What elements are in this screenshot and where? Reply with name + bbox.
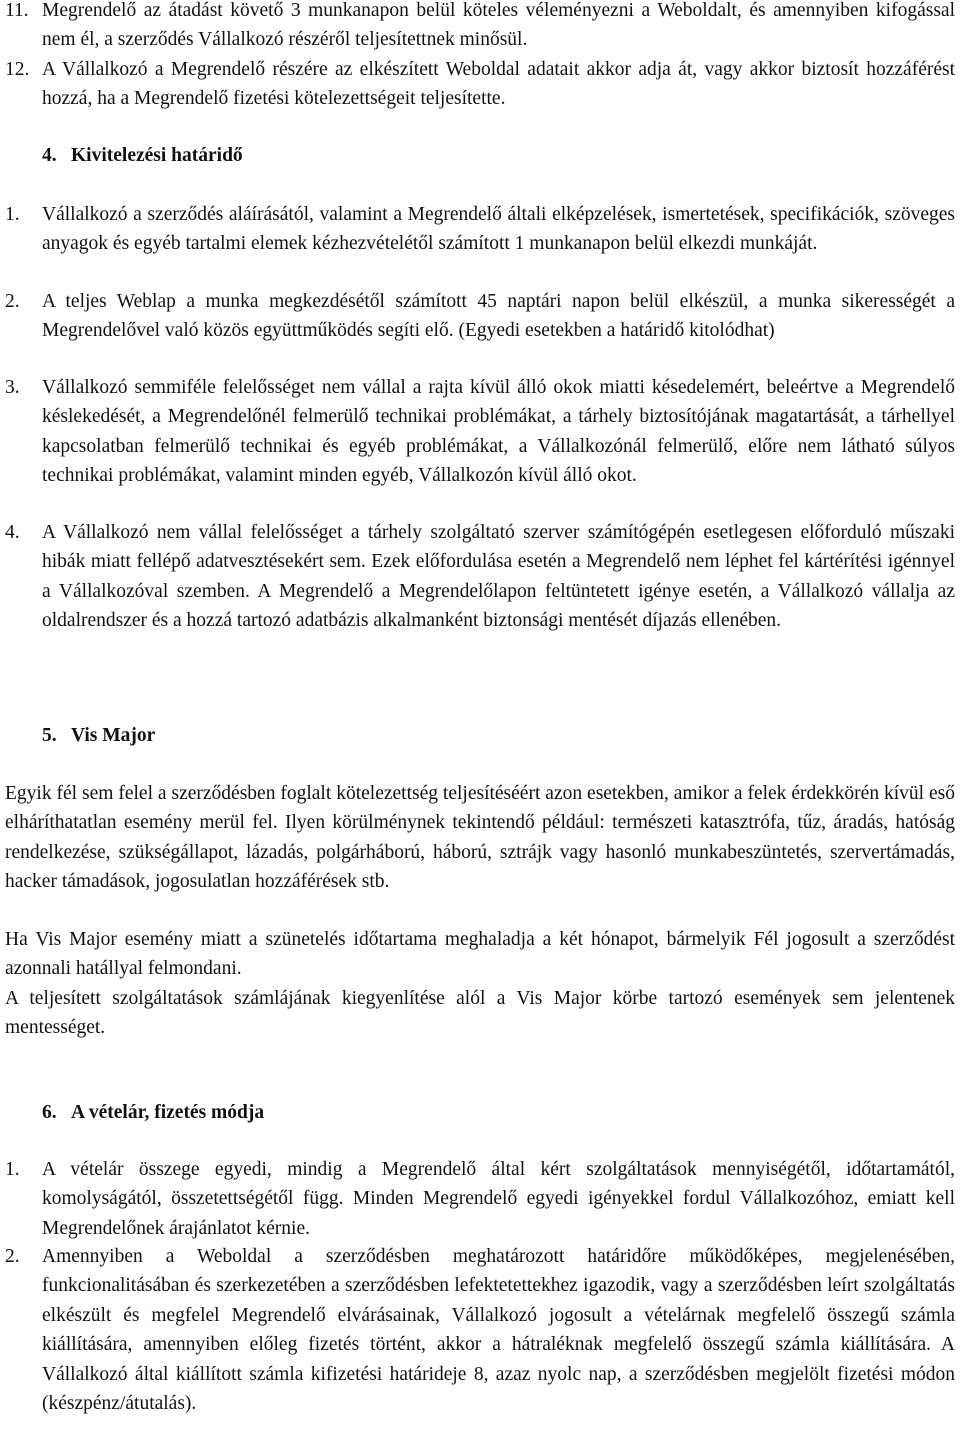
paragraph: Egyik fél sem felel a szerződésben foglalt kötelezettség teljesítéséért azon esetekben, amikor a felek érdekkörén kívül eső elháríthatatlan esemény merül fel. Ilyen körülménynek tekintendő például: természeti katasztrófa, tűz, áradás, hatóság rendelkezése, szükségállapot, lázadás, polgárháború, háború, sztrájk vagy hasonló munkabeszüntetés, szervertámadás, hacker támadások, jogosulatlan hozzáférések stb.: [5, 783, 955, 893]
section-title: Vis Major: [71, 725, 156, 746]
section-title: Kivitelezési határidő: [71, 145, 243, 166]
list-item: [5, 0, 955, 55]
paragraph: Ha Vis Major esemény miatt a szünetelés időtartama meghaladja a két hónapot, bármelyik Fél jogosult a szerződést azonnali hatállyal felmondani.: [5, 929, 955, 980]
item-text: A Vállalkozó a Megrendelő részére az elkészített Weboldal adatait akkor adja át, vagy akkor biztosít hozzáférést hozzá, ha a Megrendelő fizetési kötelezettségeit teljesítette.: [42, 59, 955, 110]
item-number: 3.: [5, 377, 20, 398]
item-text: A Vállalkozó nem vállal felelősséget a tárhely szolgáltató szerver számítógépén esetlegesen előforduló műszaki hibák miatt fellépő adatvesztésekért sem. Ezek előfordulása esetén a Megrendelő nem léphet fel kártérítési igénnyel a Vállalkozóval szemben. A Megrendelő a Megrendelőlapon feltüntetett igénye esetén, a Vállalkozó vállalja az oldalrendszer és a hozzá tartozó adatbázis alkalmanként biztonsági mentését díjazás ellenében.: [42, 522, 955, 632]
item-text: Vállalkozó semmiféle felelősséget nem vállal a rajta kívül álló okok miatti késedelemért, beleértve a Megrendelő késlekedését, a Megrendelőnél felmerülő technikai problémákat, a tárhely biztosítójának magatartását, a tárhellyel kapcsolatban felmerülő technikai és egyéb problémákat, a Vállalkozónál felmerülő, előre nem látható súlyos technikai problémákat, valamint minden egyéb, Vállalkozón kívül álló okot.: [42, 377, 955, 487]
list-item: [5, 55, 955, 114]
list-item: [5, 287, 955, 346]
section-number: 6.: [42, 1102, 57, 1123]
item-text: Megrendelő az átadást követő 3 munkanapon belül köteles véleményezni a Weboldalt, és amennyiben kifogással nem él, a szerződés Vállalkozó részéről teljesítettnek minősül.: [42, 0, 955, 51]
section-number: 5.: [42, 725, 57, 746]
item-text: Vállalkozó a szerződés aláírásától, valamint a Megrendelő általi elképzelések, ismertetések, specifikációk, szöveges anyagok és egyéb tartalmi elemek kézhezvételétől számított 1 munkanapon belül elkezdi munkáját.: [42, 204, 955, 255]
list-item: [5, 1242, 955, 1418]
item-number: 2.: [5, 291, 20, 312]
list-item: [5, 373, 955, 491]
item-number: 1.: [5, 1159, 20, 1180]
list-item: [5, 518, 955, 636]
list-item: [5, 200, 955, 259]
item-text: Amennyiben a Weboldal a szerződésben meghatározott határidőre működőképes, megjelenésében, funkcionalitásában és szerkezetében a szerződésben lefektetettekhez igazodik, vagy a szerződésben leírt szolgáltatás elkészült és megfelel Megrendelő elvárásainak, Vállalkozó jogosult a vételárnak megfelelő összegű számla kiállítására, amennyiben előleg fizetés történt, akkor a hátraléknak megfelelő összegű számla kiállítására. A Vállalkozó által kiállított számla kifizetési határideje 8, azaz nyolc nap, a szerződésben megjelölt fizetési módon (készpénz/átutalás).: [42, 1246, 955, 1415]
item-text: A vételár összege egyedi, mindig a Megrendelő által kért szolgáltatások mennyiségétől, időtartamától, komolyságától, összetettségétől függ. Minden Megrendelő egyedi igényekkel fordul Vállalkozóhoz, emiatt kell Megrendelőnek árajánlatot kérnie.: [42, 1159, 955, 1239]
section-heading: [42, 721, 155, 750]
item-number: 11.: [5, 0, 29, 21]
item-number: 1.: [5, 204, 20, 225]
section-heading: [42, 1098, 264, 1127]
item-text: A teljes Weblap a munka megkezdésétől számított 45 naptári napon belül elkészül, a munka sikerességét a Megrendelővel való közös együttműködés segíti elő. (Egyedi esetekben a határidő kitolódhat): [42, 291, 955, 342]
section-heading: [42, 141, 243, 170]
item-number: 4.: [5, 522, 20, 543]
paragraph: A teljesített szolgáltatások számlájának kiegyenlítése alól a Vis Major körbe tartozó események sem jelentenek mentességet.: [5, 988, 955, 1039]
section-title: A vételár, fizetés módja: [71, 1102, 265, 1123]
item-number: 2.: [5, 1246, 20, 1267]
list-item: [5, 1155, 955, 1243]
item-number: 12.: [5, 59, 30, 80]
section-number: 4.: [42, 145, 57, 166]
